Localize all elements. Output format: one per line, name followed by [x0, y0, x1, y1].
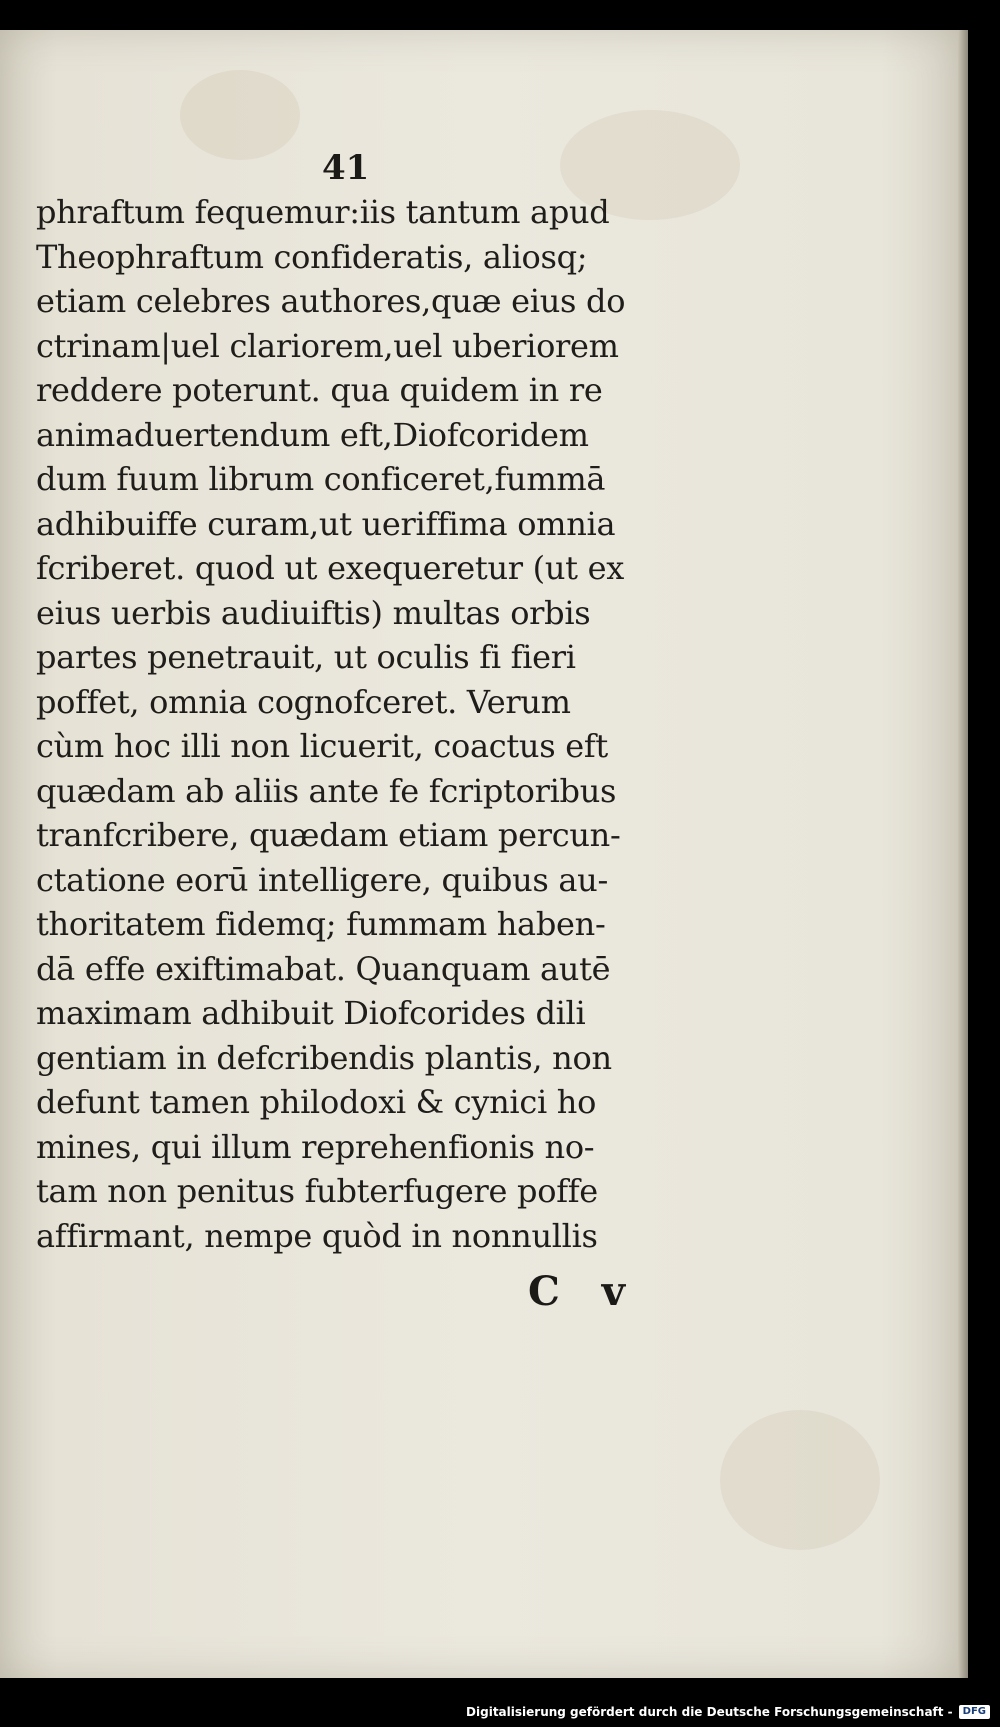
text-line: tam non penitus fubterfugere poffe [36, 1172, 598, 1210]
text-line: fcriberet. quod ut exequeretur (ut ex [36, 549, 624, 587]
text-line: defunt tamen philodoxi & cynici ho [36, 1083, 597, 1121]
signature-mark: C v [528, 1268, 640, 1315]
text-line: dum fuum librum conficeret,fummā [36, 460, 606, 498]
text-line: eius uerbis audiuiftis) multas orbis [36, 593, 591, 632]
text-block [36, 190, 676, 1258]
text-line: affirmant, nempe quòd in nonnullis [36, 1216, 598, 1255]
footer-text: Digitalisierung gefördert durch die Deutsche Forschungsgemeinschaft - [466, 1705, 953, 1719]
text-line: reddere poterunt. qua quidem in re [36, 371, 603, 409]
text-line: etiam celebres authores,quæ eius do [36, 282, 626, 320]
text-line: phraftum fequemur:iis tantum apud [36, 193, 610, 231]
footer-credit [466, 1701, 990, 1723]
text-line: dā effe exiftimabat. Quanquam autē [36, 949, 611, 988]
paper-stain [720, 1410, 880, 1550]
text-line: maximam adhibuit Diofcorides dili [36, 994, 586, 1032]
text-line: gentiam in defcribendis plantis, non [36, 1038, 612, 1077]
text-line: adhibuiffe curam,ut ueriffima omnia [36, 504, 616, 543]
paper-stain [180, 70, 300, 160]
dfg-logo: DFG [959, 1705, 990, 1719]
text-line: partes penetrauit, ut oculis fi fieri [36, 638, 576, 676]
text-line: cùm hoc illi non licuerit, coactus eft [36, 727, 608, 765]
text-line: animaduertendum eft,Diofcoridem [36, 415, 589, 454]
page-edge [958, 30, 968, 1678]
text-line: mines, qui illum reprehenfionis no- [36, 1127, 595, 1166]
text-line: Theophraftum confideratis, aliosq; [36, 237, 588, 276]
text-line: thoritatem fidemq; fummam haben- [36, 905, 606, 943]
text-line: ctatione eorū intelligere, quibus au- [36, 860, 608, 899]
page-number: 41 [322, 148, 370, 188]
text-line: tranfcribere, quædam etiam percun- [36, 816, 621, 854]
text-line: quædam ab aliis ante fe fcriptoribus [36, 771, 617, 810]
text-line: poffet, omnia cognofceret. Verum [36, 682, 571, 721]
text-line: ctrinam|uel clariorem,uel uberiorem [36, 326, 619, 365]
